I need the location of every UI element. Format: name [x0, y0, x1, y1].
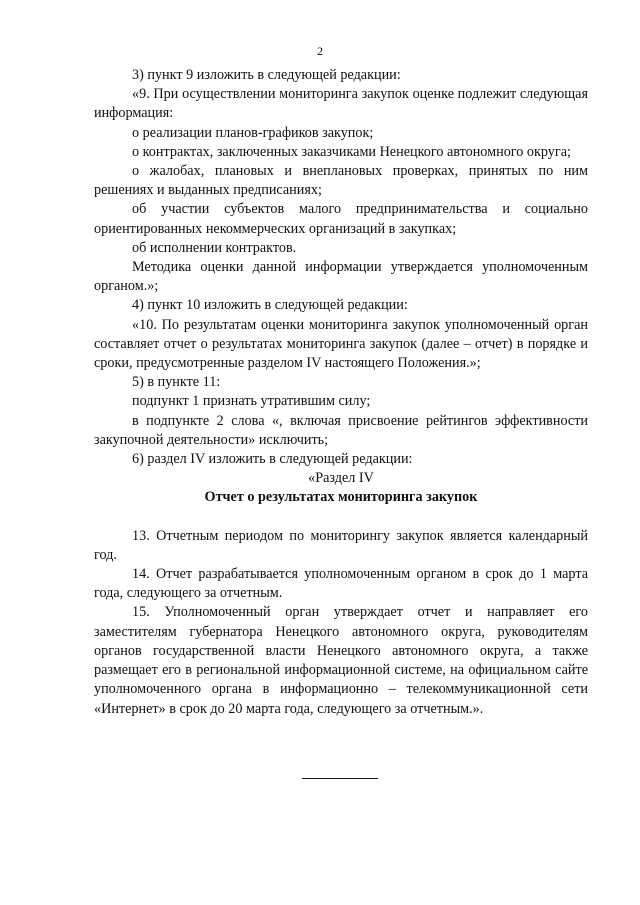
paragraph: «10. По результатам оценки мониторинга закупок уполномоченный орган составляет отчет о результатах мониторинга закупок (далее – отчет) в порядке и сроки, предусмотренные разделом IV настоящего Положения.»; [94, 316, 588, 372]
spacer [94, 508, 588, 527]
paragraph: об участии субъектов малого предпринимательства и социально ориентированных некоммерческих организаций в закупках; [94, 201, 588, 237]
paragraph: 4) пункт 10 изложить в следующей редакции: [132, 297, 408, 314]
document-body [94, 66, 588, 719]
paragraph: 3) пункт 9 изложить в следующей редакции: [132, 67, 401, 83]
paragraph: 6) раздел IV изложить в следующей редакции: [132, 451, 413, 468]
section-title: Отчет о результатах мониторинга закупок [204, 489, 478, 506]
paragraph: 15. Уполномоченный орган утверждает отчет и направляет его заместителям губернатора Ненецкого автономного округа, руководителям органов государственной власти Ненецкого автономного округа, а также размещает его в региональной информационной системе, на официальном сайте уполномоченного органа в информационно – телекоммуникационной сети «Интернет» в срок до 20 марта года, следующего за отчетным.». [94, 604, 588, 717]
section-heading: «Раздел IV [308, 470, 374, 487]
page-number: 2 [317, 44, 323, 58]
paragraph: об исполнении контрактов. [132, 239, 297, 256]
paragraph: «9. При осуществлении мониторинга закупок оценке подлежит следующая информация: [94, 86, 588, 122]
closing-rule [302, 778, 378, 779]
paragraph: о контрактах, заключенных заказчиками Ненецкого автономного округа; [132, 143, 571, 160]
paragraph: Методика оценки данной информации утверждается уполномоченным органом.»; [94, 259, 588, 295]
paragraph: 5) в пункте 11: [132, 374, 221, 391]
paragraph: о жалобах, плановых и внеплановых проверках, принятых по ним решениях и выданных предписаниях; [94, 163, 588, 199]
paragraph: 14. Отчет разрабатывается уполномоченным органом в срок до 1 марта года, следующего за отчетным. [94, 566, 588, 602]
paragraph: о реализации планов-графиков закупок; [132, 124, 374, 141]
paragraph: 13. Отчетным периодом по мониторингу закупок является календарный год. [94, 527, 588, 563]
paragraph: подпункт 1 признать утратившим силу; [132, 393, 371, 410]
paragraph: в подпункте 2 слова «, включая присвоение рейтингов эффективности закупочной деятельности» исключить; [94, 412, 588, 448]
